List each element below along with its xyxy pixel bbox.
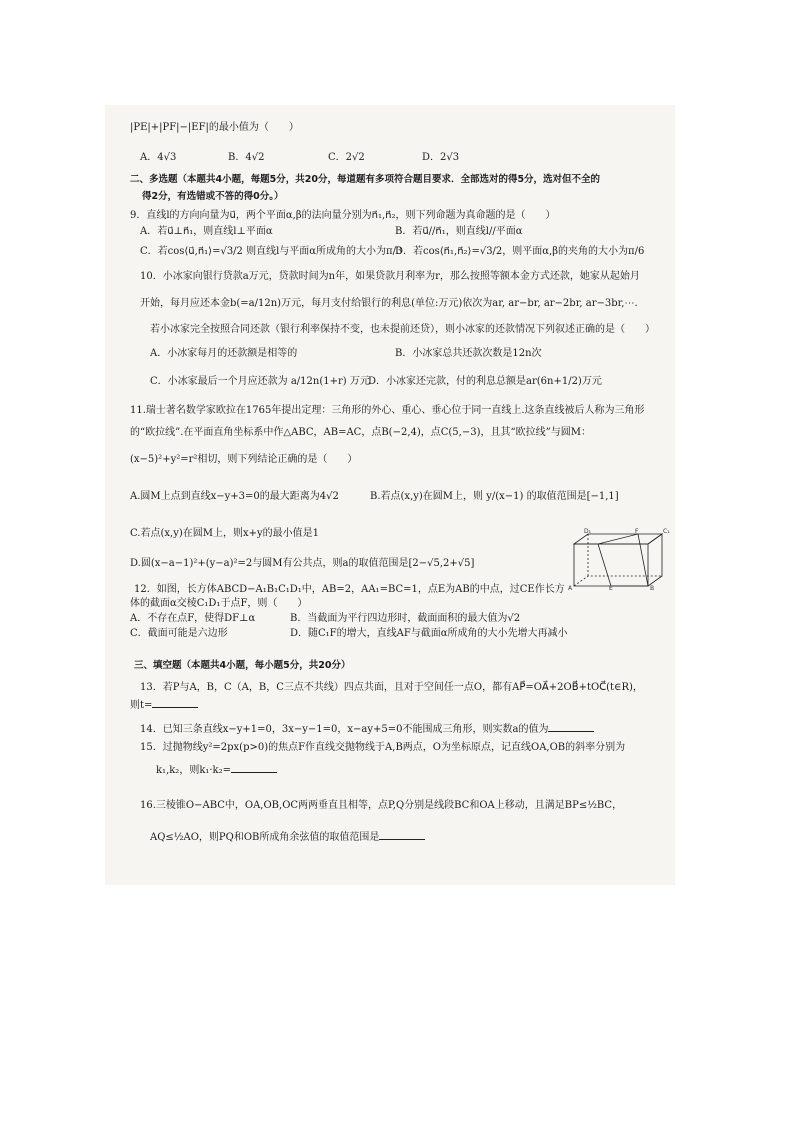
intro-option-a: A．4√3: [140, 152, 177, 163]
q12-stem: 12．如图，长方体ABCD−A₁B₁C₁D₁中，AB=2，AA₁=BC=1，点E为AB的中点，过CE作长方: [134, 584, 565, 595]
q10-option-b: B．小冰家总共还款次数是12n次: [395, 348, 542, 359]
q9-stem: 9．直线l的方向向量为u⃗，两个平面α,β的法向量分别为n⃗₁,n⃗₂，则下列命题为真命题的是（ ）: [130, 210, 556, 221]
q16-stem: 16.三棱锥O−ABC中，OA,OB,OC两两垂直且相等，点P,Q分别是线段BC和OA上移动，且满足BP≤½BC，: [140, 800, 623, 811]
q9-option-d: D．若cos⟨n⃗₁,n⃗₂⟩=√3/2，则平面α,β的夹角的大小为π/6: [395, 246, 645, 257]
cuboid-figure: [568, 530, 668, 590]
q10-stem: 10．小冰家向银行贷款a万元，贷款时间为n年，如果贷款月利率为r，那么按照等额本金方式还款，她家从起始月: [140, 271, 640, 282]
intro-stem: |PE|+|PF|−|EF|的最小值为（ ）: [130, 122, 299, 133]
figure-label-a: A: [568, 585, 573, 592]
q10-option-d: D．小冰家还完款，付的利息总额是ar(6n+1/2)万元: [368, 376, 602, 387]
q12-option-a: A．不存在点F，使得DF⊥α: [130, 613, 256, 624]
q16-line2: [150, 830, 425, 845]
figure-label-d1: D₁: [584, 528, 592, 535]
q12-option-c: C．截面可能是六边形: [130, 628, 228, 639]
intro-option-c: C．2√2: [328, 152, 365, 163]
figure-label-f: F: [635, 528, 639, 535]
intro-option-b: B．4√2: [228, 152, 265, 163]
q11-option-a: A.圆M上点到直线x−y+3=0的最大距离为4√2: [130, 491, 339, 502]
q16-answer-blank[interactable]: [379, 830, 425, 840]
q13-stem: 13．若P与A，B，C（A，B，C三点不共线）四点共面，且对于空间任一点O，都有AP⃗=OA⃗+2OB⃗+tOC⃗(t∈R)，: [140, 682, 643, 693]
q12-option-b: B．当截面为平行四边形时，截面面积的最大值为√2: [290, 613, 521, 624]
q13-answer-blank[interactable]: [152, 698, 198, 708]
section2-header-cont: 得2分，有选错或不答的得0分。）: [142, 191, 284, 202]
q16-line2-text: AQ≤½AO，则PQ和OB所成角余弦值的取值范围是: [150, 832, 380, 843]
q14-answer-blank[interactable]: [548, 722, 594, 732]
section-plane: [598, 534, 648, 586]
figure-label-b: B: [650, 585, 655, 592]
q11-option-b: B.若点(x,y)在圆M上，则 y/(x−1) 的取值范围是[−1,1]: [370, 491, 619, 502]
q10-option-a: A．小冰家每月的还款额是相等的: [150, 348, 298, 359]
cuboid-front-face: [574, 544, 648, 586]
q9-option-b: B．若u⃗//n⃗₁，则直线l//平面α: [395, 226, 523, 237]
q11-option-d: D.圆(x−a−1)²+(y−a)²=2与圆M有公共点，则a的取值范围是[2−√5,2+√5]: [130, 558, 475, 569]
q11-option-c: C.若点(x,y)在圆M上，则x+y的最小值是1: [130, 528, 320, 539]
cuboid-hidden-edges: [574, 576, 662, 586]
section3-header: 三、填空题（本题共4小题，每小题5分，共20分）: [134, 660, 351, 671]
q12-line2: 体的截面α交棱C₁D₁于点F，则（ ）: [130, 598, 308, 609]
intro-option-d: D．2√3: [422, 152, 460, 163]
q9-option-a: A．若u⃗⊥n⃗₁，则直线l⊥平面α: [140, 226, 273, 237]
q9-option-c: C．若cos⟨u⃗,n⃗₁⟩=√3/2 则直线l与平面α所成角的大小为π/3: [140, 246, 403, 257]
figure-label-e: E: [609, 585, 613, 592]
q14-line: [140, 722, 594, 737]
q14-stem: 14．已知三条直线x−y+1=0，3x−y−1=0，x−ay+5=0不能围成三角形，则实数a的值为: [140, 724, 549, 735]
q15-stem: 15．过抛物线y²=2px(p>0)的焦点F作直线交抛物线于A,B两点，O为坐标原点，记直线OA,OB的斜率分别为: [140, 742, 626, 753]
q13-line2: [130, 698, 198, 713]
q15-line2-text: k₁,k₂，则k₁·k₂=: [156, 765, 232, 776]
q13-line2-text: 则t=: [130, 700, 153, 711]
q12-option-d: D．随C₁F的增大，直线AF与截面α所成角的大小先增大再减小: [290, 628, 568, 639]
q10-option-c: C．小冰家最后一个月应还款为 a/12n(1+r) 万元: [150, 376, 370, 387]
q10-line2: 开始，每月应还本金b(=a/12n)万元，每月支付给银行的利息(单位:万元)依次为ar, ar−br, ar−2br, ar−3br,⋯.: [140, 298, 638, 309]
q15-answer-blank[interactable]: [231, 763, 277, 773]
section2-header: 二、多选题（本题共4小题，每题5分，共20分，每道题有多项符合题目要求．全部选对的得5分，选对但不全的: [130, 174, 601, 185]
q15-line2: [156, 763, 277, 778]
q11-stem: 11.瑞士著名数学家欧拉在1765年提出定理：三角形的外心、重心、垂心位于同一直线上.这条直线被后人称为三角形: [130, 405, 645, 416]
q10-line3: 若小冰家完全按照合同还款（银行利率保持不变，也未提前还贷），则小冰家的还款情况下列叙述正确的是（ ）: [150, 324, 655, 335]
q11-line3: (x−5)²+y²=r²相切，则下列结论正确的是（ ）: [130, 454, 358, 465]
figure-label-c1: C₁: [663, 528, 670, 535]
cuboid-side-face: [648, 534, 662, 586]
q11-line2: 的“欧拉线”.在平面直角坐标系中作△ABC，AB=AC，点B(−2,4)，点C(5,−3)，且其“欧拉线”与圆M：: [130, 427, 591, 438]
